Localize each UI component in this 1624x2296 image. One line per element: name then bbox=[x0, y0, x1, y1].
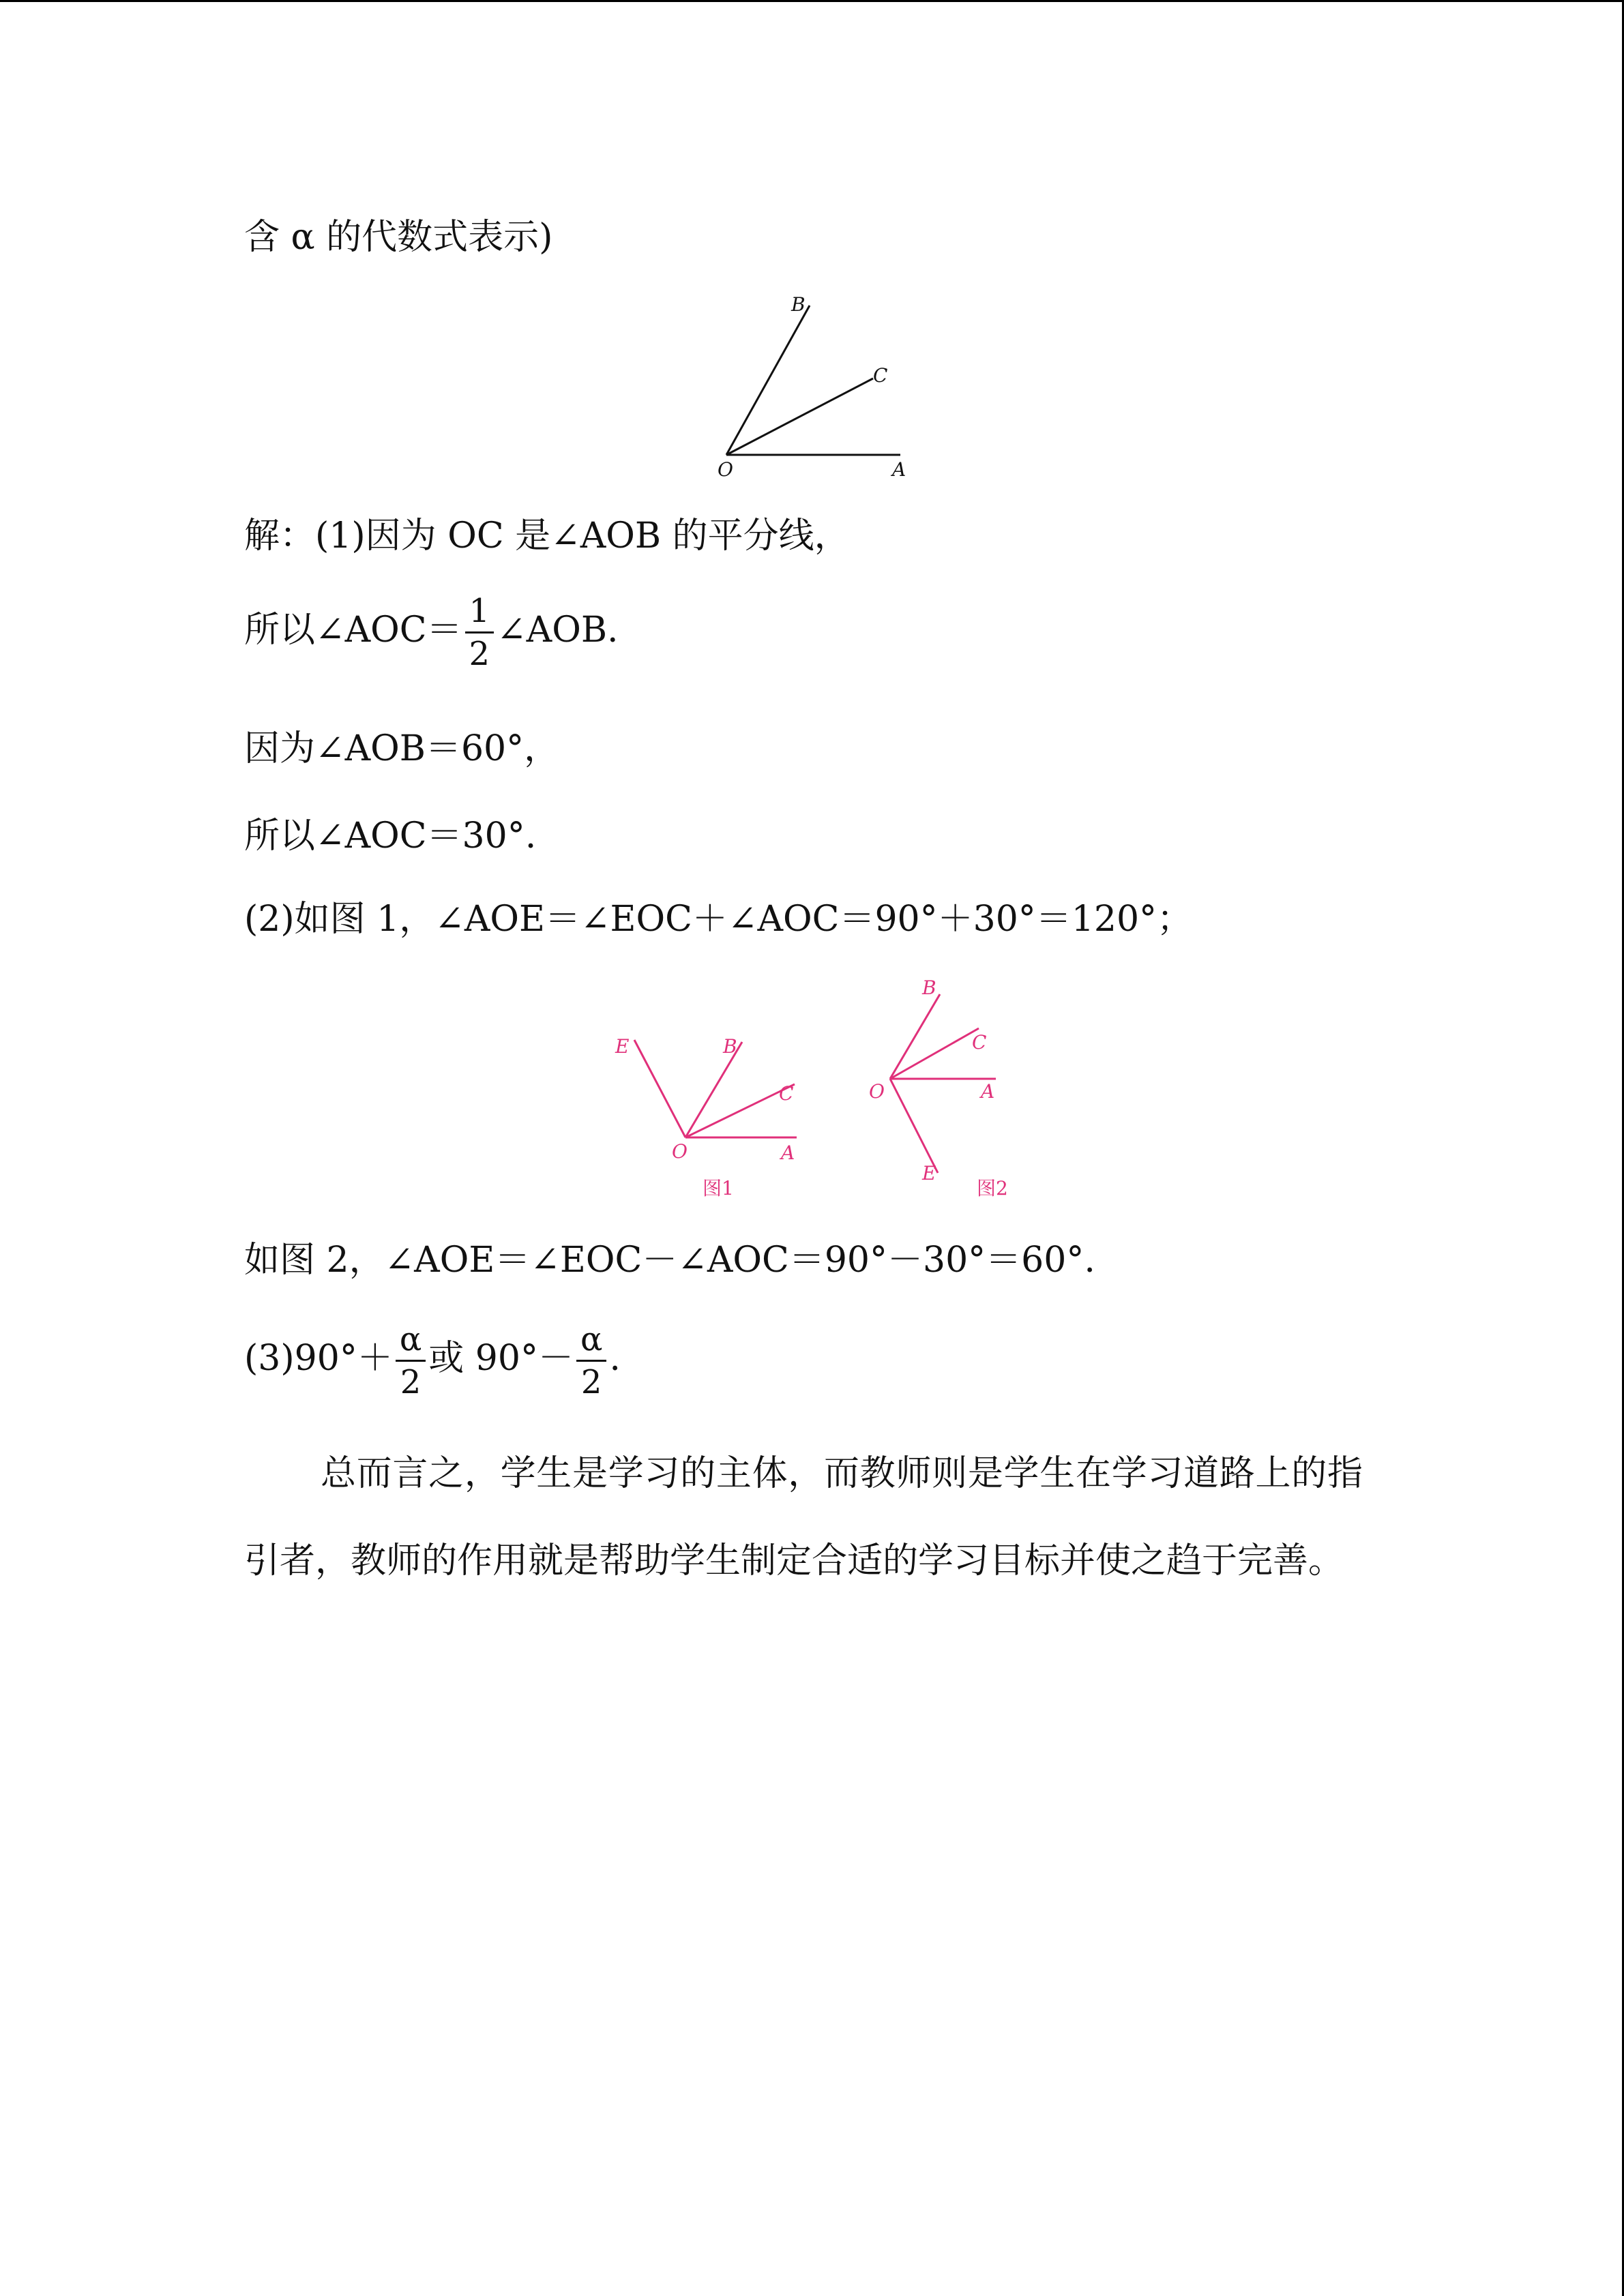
line3-prefix: 所以∠AOC＝ bbox=[244, 610, 462, 651]
text-line-8 bbox=[244, 1320, 621, 1401]
fraction-one-half bbox=[465, 592, 494, 673]
ray-ob bbox=[890, 994, 940, 1079]
angle-figure-1 bbox=[607, 1023, 825, 1207]
ray-oe bbox=[634, 1040, 685, 1137]
text-line-7: 如图 2，∠AOE＝∠EOC－∠AOC＝90°－30°＝60°. bbox=[244, 1240, 1095, 1281]
label-e: E bbox=[615, 1035, 630, 1058]
label-b: B bbox=[723, 1035, 737, 1058]
fraction-alpha-half-2 bbox=[576, 1320, 606, 1401]
label-a: A bbox=[892, 458, 906, 481]
label-c: C bbox=[873, 364, 888, 387]
label-e: E bbox=[922, 1162, 936, 1184]
text-line-5: 所以∠AOC＝30°. bbox=[244, 816, 537, 856]
label-a: A bbox=[781, 1142, 795, 1164]
label-c: C bbox=[779, 1082, 794, 1105]
fraction-denominator: 2 bbox=[400, 1363, 422, 1401]
line8-suffix: . bbox=[609, 1338, 621, 1379]
fraction-denominator: 2 bbox=[580, 1363, 602, 1401]
ray-oe bbox=[890, 1079, 938, 1173]
text-line-1: 含 α 的代数式表示) bbox=[244, 217, 553, 258]
fraction-alpha-half-1 bbox=[396, 1320, 426, 1401]
line8-prefix: (3)90°＋ bbox=[244, 1338, 393, 1379]
text-line-6: (2)如图 1，∠AOE＝∠EOC＋∠AOC＝90°＋30°＝120°； bbox=[244, 899, 1193, 940]
figure1-caption: 图1 bbox=[703, 1177, 734, 1199]
line3-suffix: ∠AOB. bbox=[497, 610, 619, 651]
label-c: C bbox=[972, 1031, 987, 1054]
fraction-numerator: 1 bbox=[465, 595, 494, 633]
label-o: O bbox=[869, 1080, 885, 1103]
figure2-caption: 图2 bbox=[977, 1177, 1008, 1199]
fraction-denominator: 2 bbox=[469, 635, 490, 673]
text-line-3 bbox=[244, 592, 619, 673]
line8-middle: 或 90°－ bbox=[428, 1338, 574, 1379]
label-o: O bbox=[672, 1140, 688, 1163]
fraction-numerator: α bbox=[396, 1323, 426, 1362]
label-a: A bbox=[981, 1080, 995, 1103]
closing-paragraph: 总而言之，学生是学习的主体，而教师则是学生在学习道路上的指引者，教师的作用就是帮助学生制定合适的学习目标并使之趋于完善。 bbox=[244, 1453, 1363, 1581]
page-top-border bbox=[0, 0, 1624, 2]
angle-figure-top bbox=[703, 293, 934, 484]
text-line-2: 解：(1)因为 OC 是∠AOB 的平分线， bbox=[244, 516, 850, 556]
label-o: O bbox=[718, 458, 733, 481]
angle-figure-2 bbox=[859, 968, 1037, 1207]
label-b: B bbox=[791, 293, 806, 316]
label-b: B bbox=[922, 976, 936, 999]
fraction-numerator: α bbox=[576, 1323, 606, 1362]
text-line-4: 因为∠AOB＝60°， bbox=[244, 728, 560, 769]
ray-oc bbox=[890, 1028, 979, 1079]
